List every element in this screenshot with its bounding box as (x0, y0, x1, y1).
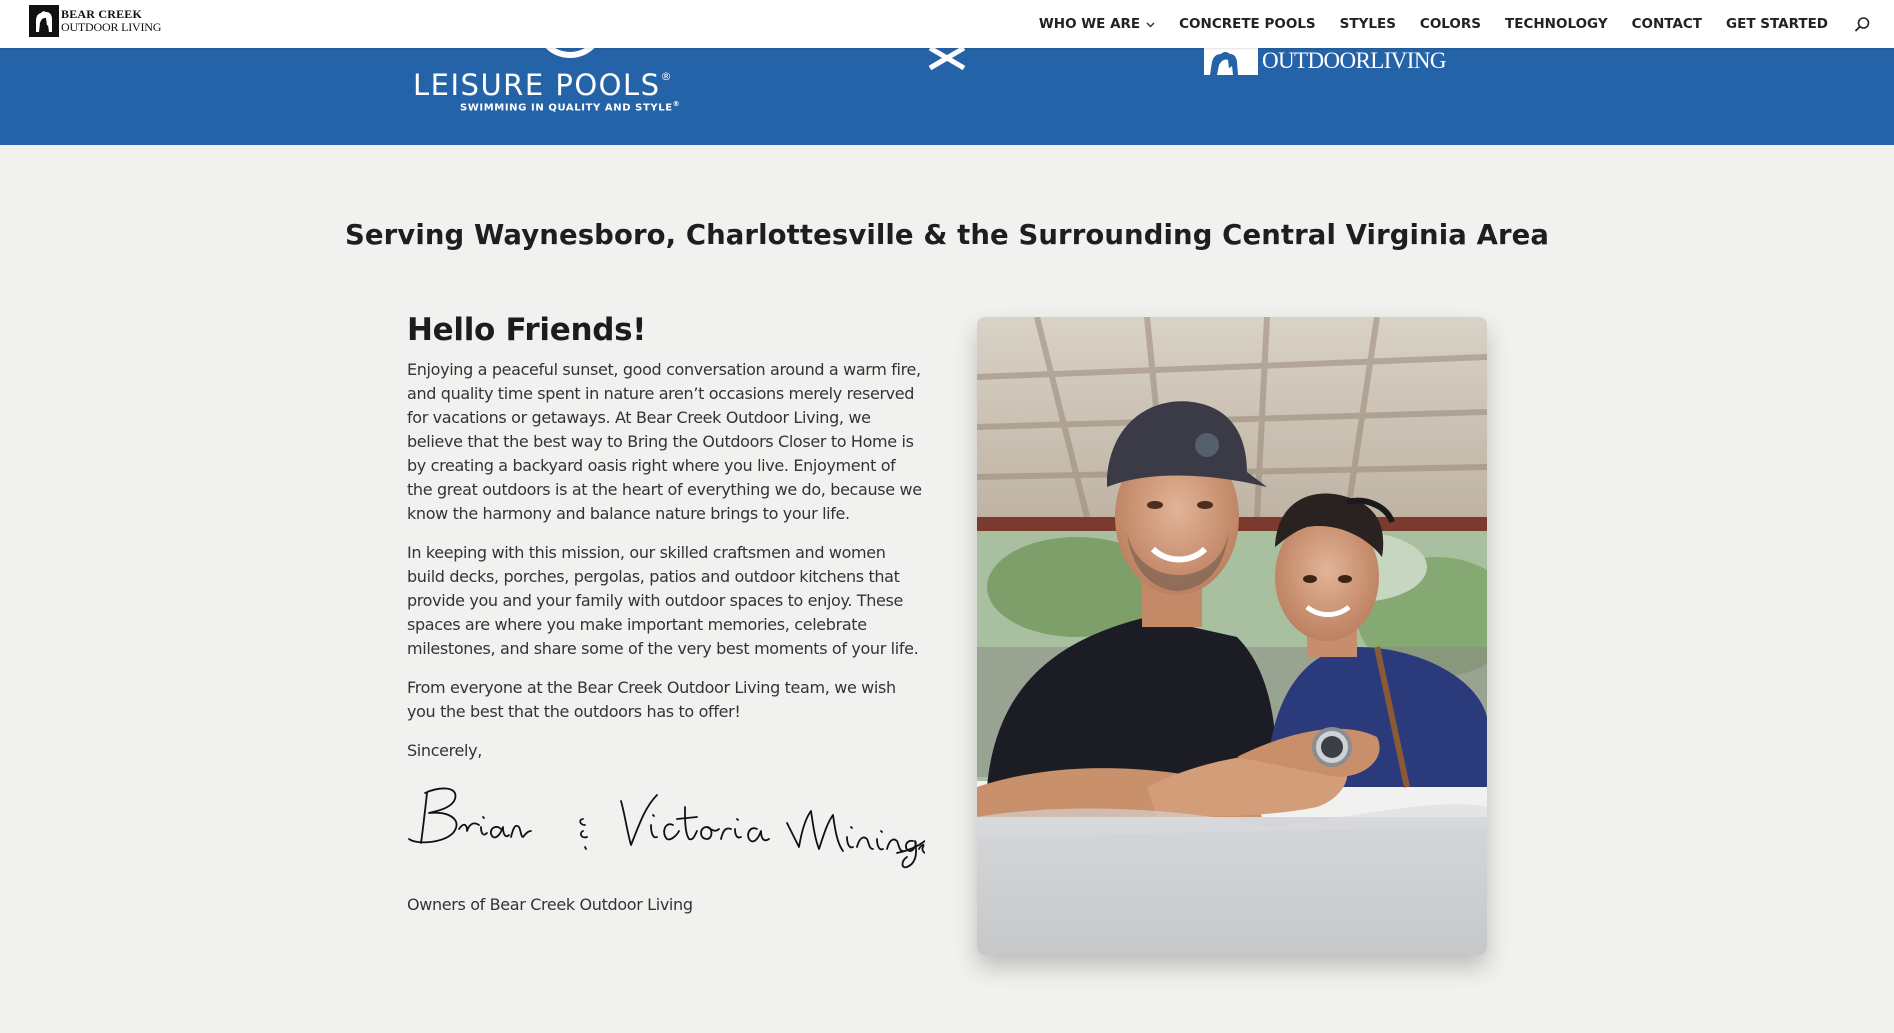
nav-styles[interactable]: STYLES (1339, 16, 1396, 32)
nav-colors[interactable]: COLORS (1419, 16, 1482, 32)
owners-photo (977, 317, 1487, 955)
chevron-down-icon (1146, 16, 1155, 32)
bear-logo-icon (1204, 48, 1258, 75)
leisure-pools-emblem (535, 48, 605, 58)
nav-get-started[interactable]: GET STARTED (1726, 16, 1828, 32)
brand-line-2: OUTDOOR LIVING (61, 20, 162, 34)
service-area-heading: Serving Waynesboro, Charlottesville & the Surrounding Central Virginia Area (344, 219, 1550, 251)
partner-logo-band (0, 48, 1894, 145)
leisure-pools-logo[interactable] (410, 48, 730, 145)
letter-closing: Sincerely, (407, 741, 482, 760)
leisure-pools-tagline: SWIMMING IN QUALITY AND STYLE® (460, 100, 681, 114)
letter-greeting: Hello Friends! (407, 312, 647, 348)
nav-who-we-are[interactable] (1039, 16, 1155, 32)
bear-logo-icon (29, 5, 59, 37)
nav-technology[interactable]: TECHNOLOGY (1505, 16, 1608, 32)
times-icon (928, 48, 966, 78)
letter-paragraph: Enjoying a peaceful sunset, good conversation around a warm fire, and quality time spent in nature aren’t occasions merely reserved for vacations or getaways. At Bear Creek Outdoor Living, we believe that the best way to Bring the Outdoors Closer to Home is by creating a backyard oasis right where you live. Enjoyment of the great outdoors is at the heart of everything we do, because we know the harmony and balance nature brings to your life. (407, 360, 922, 523)
brand-wordmark (61, 8, 161, 34)
leisure-pools-name: LEISURE POOLS® (413, 68, 674, 102)
brand-line-1: BEAR CREEK (61, 7, 143, 21)
letter-paragraph: In keeping with this mission, our skilled craftsmen and women build decks, porches, pergolas, patios and outdoor kitchens that provide you and your family with outdoor spaces to enjoy. These spaces are where you make important memories, celebrate milestones, and share some of the very best moments of your life. (407, 543, 919, 658)
site-header (0, 0, 1894, 48)
main-nav (1039, 0, 1894, 48)
search-icon[interactable] (1852, 14, 1872, 34)
nav-label: WHO WE ARE (1038, 16, 1141, 32)
nav-contact[interactable]: CONTACT (1631, 16, 1703, 32)
owners-letter (407, 312, 925, 932)
bear-creek-partner-logo[interactable] (1204, 48, 1464, 88)
bear-creek-partner-name: OUTDOORLIVING (1262, 48, 1446, 73)
owners-signature (407, 781, 925, 871)
nav-concrete-pools[interactable]: CONCRETE POOLS (1179, 16, 1316, 32)
brand-logo[interactable] (29, 5, 161, 37)
letter-paragraph: From everyone at the Bear Creek Outdoor Living team, we wish you the best that the outdoors has to offer! (407, 678, 896, 721)
owners-caption: Owners of Bear Creek Outdoor Living (407, 895, 693, 914)
